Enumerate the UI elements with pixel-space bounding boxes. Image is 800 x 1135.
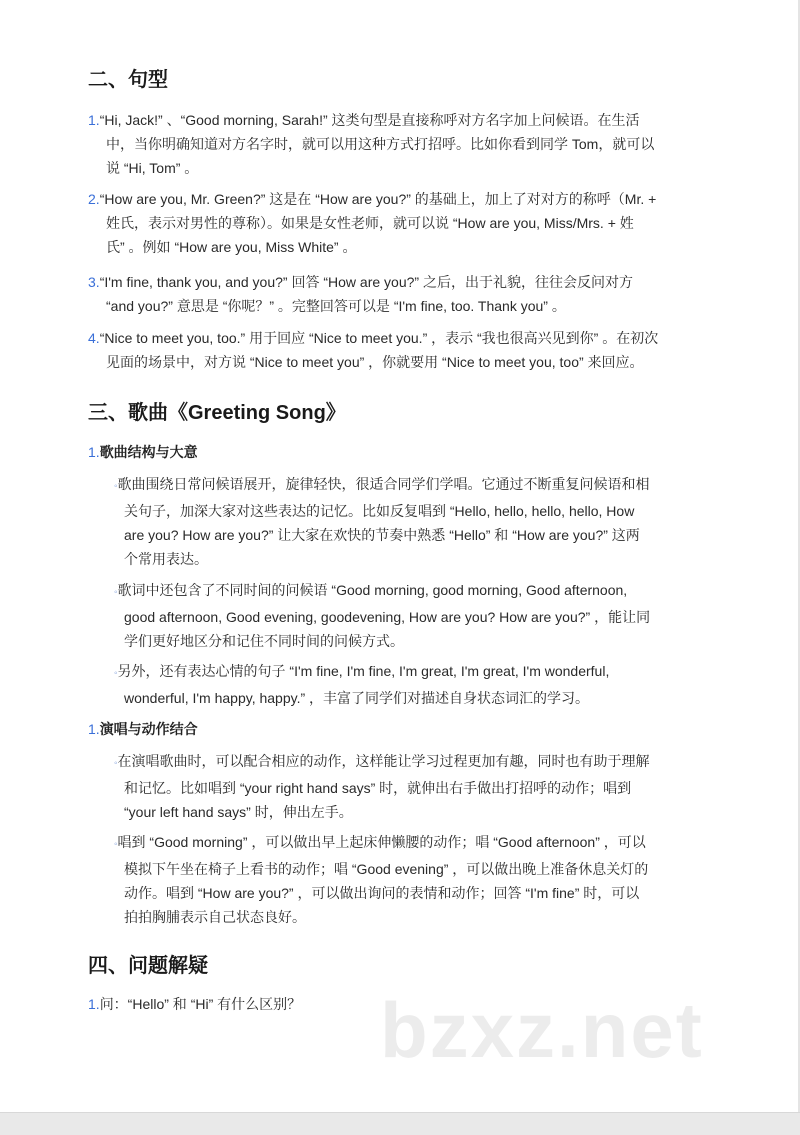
item-text: “How are you, Mr. Green?” 这是在 “How are you?” 的基础上，加上了对对方的称呼（Mr. + — [99, 191, 657, 207]
item-text: “I'm fine, thank you, and you?” 回答 “How are you?” 之后，出于礼貌，往往会反问对方 — [99, 274, 633, 290]
bullet-text: 个常用表达。 — [124, 551, 208, 567]
bullet-text: 学们更好地区分和记住不同时间的问候方式。 — [124, 633, 404, 649]
bullet-icon: ◦ — [114, 481, 118, 492]
subheading-text: 演唱与动作结合 — [99, 721, 198, 737]
bullet-icon: ◦ — [114, 839, 118, 850]
item-text: 姓氏，表示对男性的尊称）。如果是女性老师，就可以说 “How are you, Miss/Mrs. + 姓 — [106, 215, 634, 231]
subheading-song-structure — [88, 440, 728, 464]
item-text: “Hi, Jack!” 、“Good morning, Sarah!” 这类句型是直接称呼对方名字加上问候语。在生活 — [99, 112, 640, 128]
item-text: 氏” 。例如 “How are you, Miss White” 。 — [106, 239, 357, 255]
bullet-item — [114, 578, 754, 653]
bullet-text: 关句子，加深大家对这些表达的记忆。比如反复唱到 “Hello, hello, hello, hello, How — [124, 503, 635, 519]
item-number: 2. — [88, 191, 100, 207]
section-heading-song: 三、歌曲《Greeting Song》 — [88, 402, 346, 424]
list-item — [88, 270, 728, 318]
bullet-item — [114, 749, 754, 824]
item-text: 中，当你明确知道对方名字时，就可以用这种方式打招呼。比如你看到同学 Tom，就可以 — [106, 136, 655, 152]
bullet-text: 歌词中还包含了不同时间的问候语 “Good morning, good morning, Good afternoon, — [117, 582, 628, 598]
bullet-text: 动作。唱到 “How are you?” ，可以做出询问的表情和动作；回答 “I'm fine” 时，可以 — [124, 885, 640, 901]
question-item — [88, 992, 728, 1016]
bullet-text: “your left hand says” 时，伸出左手。 — [124, 804, 353, 820]
bullet-text: 另外，还有表达心情的句子 “I'm fine, I'm fine, I'm great, I'm great, I'm wonderful, — [117, 663, 610, 679]
bullet-text: 唱到 “Good morning” ，可以做出早上起床伸懒腰的动作；唱 “Good afternoon” ，可以 — [117, 834, 646, 850]
bullet-text: are you? How are you?” 让大家在欢快的节奏中熟悉 “Hello” 和 “How are you?” 这两 — [124, 527, 640, 543]
section-heading-sentence-patterns: 二、句型 — [88, 69, 168, 91]
section-heading-qa: 四、问题解疑 — [88, 955, 208, 977]
bullet-icon: ◦ — [114, 587, 118, 598]
list-item — [88, 326, 728, 374]
item-number: 1. — [88, 996, 100, 1012]
bullet-text: good afternoon, Good evening, goodevening, How are you? How are you?” ，能让同 — [124, 609, 651, 625]
item-number: 3. — [88, 274, 100, 290]
item-number: 1. — [88, 444, 100, 460]
subheading-text: 歌曲结构与大意 — [99, 444, 198, 460]
bullet-icon: ◦ — [114, 758, 118, 769]
item-number: 4. — [88, 330, 100, 346]
page-separator — [0, 1112, 800, 1135]
item-text: “Nice to meet you, too.” 用于回应 “Nice to meet you.” ，表示 “我也很高兴见到你” 。在初次 — [99, 330, 659, 346]
list-item — [88, 108, 728, 180]
bullet-text: 歌曲围绕日常问候语展开，旋律轻快，很适合同学们学唱。它通过不断重复问候语和相 — [117, 476, 650, 492]
question-text: 问：“Hello” 和 “Hi” 有什么区别？ — [99, 996, 302, 1012]
bullet-icon: ◦ — [114, 668, 118, 679]
bullet-text: wonderful, I'm happy, happy.” ，丰富了同学们对描述自身状态词汇的学习。 — [124, 690, 590, 706]
bullet-text: 模拟下午坐在椅子上看书的动作；唱 “Good evening” ，可以做出晚上准备休息关灯的 — [124, 861, 649, 877]
item-text: “and you?” 意思是 “你呢？” 。完整回答可以是 “I'm fine, too. Thank you” 。 — [106, 298, 566, 314]
list-item — [88, 187, 728, 259]
bullet-text: 在演唱歌曲时，可以配合相应的动作，这样能让学习过程更加有趣，同时也有助于理解 — [117, 753, 650, 769]
bullet-item — [114, 659, 754, 710]
bullet-item — [114, 472, 754, 571]
bullet-item — [114, 830, 754, 929]
item-number: 1. — [88, 721, 100, 737]
subheading-singing-actions — [88, 717, 728, 741]
item-text: 说 “Hi, Tom” 。 — [106, 160, 199, 176]
bullet-text: 拍拍胸脯表示自己状态良好。 — [124, 909, 306, 925]
item-text: 见面的场景中，对方说 “Nice to meet you” ，你就要用 “Nice to meet you, too” 来回应。 — [106, 354, 644, 370]
bullet-text: 和记忆。比如唱到 “your right hand says” 时，就伸出右手做出打招呼的动作；唱到 — [124, 780, 632, 796]
watermark: bzxz.net — [380, 986, 704, 1074]
item-number: 1. — [88, 112, 100, 128]
